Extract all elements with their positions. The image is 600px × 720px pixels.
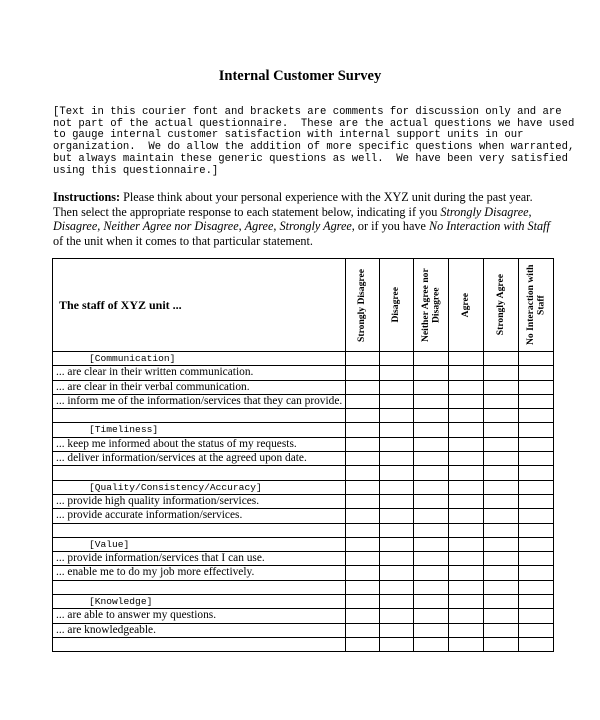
response-cell-strongly-disagree[interactable] bbox=[346, 437, 380, 451]
response-cell-agree bbox=[449, 537, 484, 551]
response-cell-agree bbox=[449, 466, 484, 480]
response-cell-no-interaction[interactable] bbox=[519, 494, 554, 508]
statement-cell: ... are knowledgeable. bbox=[53, 623, 346, 637]
statement-cell: ... provide high quality information/services. bbox=[53, 494, 346, 508]
response-cell-strongly-disagree bbox=[346, 537, 380, 551]
response-cell-strongly-agree bbox=[484, 423, 519, 437]
option-neither: Neither Agree nor Disagree bbox=[103, 219, 239, 234]
statement-cell: ... keep me informed about the status of my requests. bbox=[53, 437, 346, 451]
stub-header: The staff of XYZ unit ... bbox=[53, 259, 346, 352]
response-cell-strongly-disagree[interactable] bbox=[346, 509, 380, 523]
response-cell-neither[interactable] bbox=[414, 366, 449, 380]
statement-cell: ... are clear in their verbal communication. bbox=[53, 380, 346, 394]
response-cell-agree[interactable] bbox=[449, 509, 484, 523]
section-heading bbox=[53, 480, 346, 494]
col-header-strongly-disagree: Strongly Disagree bbox=[346, 259, 380, 352]
response-cell-strongly-disagree bbox=[346, 423, 380, 437]
section-heading bbox=[53, 423, 346, 437]
response-cell-strongly-disagree bbox=[346, 466, 380, 480]
section-row bbox=[53, 480, 554, 494]
response-cell-strongly-disagree[interactable] bbox=[346, 609, 380, 623]
header-row bbox=[53, 259, 554, 352]
response-cell-neither[interactable] bbox=[414, 623, 449, 637]
instructions-line-3 bbox=[53, 219, 553, 234]
response-cell-strongly-agree bbox=[484, 523, 519, 537]
comment-line: using this questionnaire.] bbox=[53, 164, 219, 177]
response-cell-neither[interactable] bbox=[414, 609, 449, 623]
statement-cell bbox=[53, 580, 346, 594]
response-cell-no-interaction bbox=[519, 409, 554, 423]
response-cell-no-interaction[interactable] bbox=[519, 366, 554, 380]
option-strongly-agree: Strongly Agree bbox=[279, 219, 352, 234]
table-row bbox=[53, 380, 554, 394]
response-cell-strongly-agree[interactable] bbox=[484, 552, 519, 566]
table-row bbox=[53, 366, 554, 380]
response-cell-disagree[interactable] bbox=[380, 452, 414, 466]
comment-line: but always maintain these generic questions as well. We have been very satisfied bbox=[53, 152, 568, 165]
response-cell-disagree[interactable] bbox=[380, 394, 414, 408]
response-cell-neither bbox=[414, 537, 449, 551]
response-cell-agree bbox=[449, 352, 484, 366]
response-cell-agree[interactable] bbox=[449, 566, 484, 580]
statement-cell bbox=[53, 523, 346, 537]
statement-cell: ... are clear in their written communication. bbox=[53, 366, 346, 380]
response-cell-no-interaction[interactable] bbox=[519, 609, 554, 623]
blank-row bbox=[53, 409, 554, 423]
response-cell-no-interaction bbox=[519, 466, 554, 480]
response-cell-strongly-disagree bbox=[346, 409, 380, 423]
section-label: [Timeliness] bbox=[89, 424, 159, 436]
response-cell-agree[interactable] bbox=[449, 623, 484, 637]
table-row bbox=[53, 437, 554, 451]
response-cell-neither bbox=[414, 523, 449, 537]
response-cell-agree[interactable] bbox=[449, 366, 484, 380]
response-cell-disagree bbox=[380, 423, 414, 437]
response-cell-strongly-disagree bbox=[346, 352, 380, 366]
col-header-agree: Agree bbox=[449, 259, 484, 352]
response-cell-no-interaction[interactable] bbox=[519, 437, 554, 451]
blank-row bbox=[53, 523, 554, 537]
response-cell-strongly-agree bbox=[484, 595, 519, 609]
instructions-text: , bbox=[238, 219, 245, 234]
option-no-interaction: No Interaction with Staff bbox=[428, 219, 550, 234]
response-cell-strongly-disagree[interactable] bbox=[346, 552, 380, 566]
response-cell-agree bbox=[449, 409, 484, 423]
response-cell-no-interaction[interactable] bbox=[519, 552, 554, 566]
response-cell-strongly-agree[interactable] bbox=[484, 566, 519, 580]
response-cell-strongly-agree bbox=[484, 480, 519, 494]
survey-table bbox=[52, 258, 554, 652]
instructions-line-1 bbox=[53, 190, 553, 205]
option-disagree: Disagree bbox=[53, 219, 98, 234]
response-cell-disagree bbox=[380, 480, 414, 494]
section-heading bbox=[53, 352, 346, 366]
instructions-line-2 bbox=[53, 205, 553, 220]
response-cell-no-interaction[interactable] bbox=[519, 394, 554, 408]
response-cell-strongly-agree bbox=[484, 409, 519, 423]
table-row bbox=[53, 452, 554, 466]
blank-row bbox=[53, 637, 554, 651]
response-cell-strongly-agree[interactable] bbox=[484, 509, 519, 523]
section-heading bbox=[53, 595, 346, 609]
statement-cell bbox=[53, 637, 346, 651]
response-cell-agree[interactable] bbox=[449, 494, 484, 508]
response-cell-strongly-agree[interactable] bbox=[484, 366, 519, 380]
response-cell-strongly-disagree[interactable] bbox=[346, 623, 380, 637]
instructions-text: , bbox=[273, 219, 280, 234]
response-cell-neither[interactable] bbox=[414, 380, 449, 394]
response-cell-no-interaction bbox=[519, 480, 554, 494]
section-label: [Quality/Consistency/Accuracy] bbox=[89, 481, 262, 493]
option-strongly-disagree: Strongly Disagree bbox=[440, 204, 529, 219]
response-cell-neither bbox=[414, 637, 449, 651]
response-cell-strongly-agree bbox=[484, 352, 519, 366]
comment-line: [Text in this courier font and brackets are comments for discussion only and are bbox=[53, 106, 562, 118]
section-row bbox=[53, 595, 554, 609]
table-row bbox=[53, 609, 554, 623]
statement-cell: ... inform me of the information/services that they can provide. bbox=[53, 394, 346, 408]
response-cell-strongly-agree[interactable] bbox=[484, 437, 519, 451]
response-cell-neither bbox=[414, 595, 449, 609]
response-cell-disagree[interactable] bbox=[380, 494, 414, 508]
response-cell-strongly-disagree[interactable] bbox=[346, 366, 380, 380]
table-row bbox=[53, 566, 554, 580]
col-header-strongly-agree: Strongly Agree bbox=[484, 259, 519, 352]
response-cell-neither bbox=[414, 409, 449, 423]
response-cell-strongly-disagree[interactable] bbox=[346, 394, 380, 408]
response-cell-no-interaction[interactable] bbox=[519, 509, 554, 523]
response-cell-strongly-agree bbox=[484, 637, 519, 651]
response-cell-no-interaction bbox=[519, 537, 554, 551]
statement-cell: ... provide accurate information/services. bbox=[53, 509, 346, 523]
response-cell-strongly-disagree[interactable] bbox=[346, 494, 380, 508]
response-cell-agree bbox=[449, 580, 484, 594]
instructions-line-4: of the unit when it comes to that particular statement. bbox=[53, 233, 313, 248]
col-header-disagree: Disagree bbox=[380, 259, 414, 352]
section-label: [Communication] bbox=[89, 353, 176, 364]
response-cell-agree bbox=[449, 523, 484, 537]
table-row bbox=[53, 623, 554, 637]
instructions-label: Instructions: bbox=[53, 190, 121, 204]
response-cell-no-interaction bbox=[519, 523, 554, 537]
response-cell-strongly-agree[interactable] bbox=[484, 494, 519, 508]
comment-line: to gauge internal customer satisfaction with internal support units in our bbox=[53, 129, 524, 142]
response-cell-strongly-disagree[interactable] bbox=[346, 566, 380, 580]
response-cell-neither[interactable] bbox=[414, 552, 449, 566]
response-cell-disagree[interactable] bbox=[380, 623, 414, 637]
response-cell-disagree[interactable] bbox=[380, 437, 414, 451]
response-cell-disagree[interactable] bbox=[380, 566, 414, 580]
response-cell-strongly-disagree bbox=[346, 480, 380, 494]
section-row bbox=[53, 537, 554, 551]
instructions-text: , or if you have bbox=[351, 219, 429, 234]
response-cell-disagree bbox=[380, 466, 414, 480]
blank-row bbox=[53, 466, 554, 480]
response-cell-disagree[interactable] bbox=[380, 609, 414, 623]
section-row bbox=[53, 423, 554, 437]
response-cell-agree bbox=[449, 423, 484, 437]
section-label: [Value] bbox=[89, 538, 130, 550]
instructions-text: , bbox=[97, 219, 104, 234]
page-title: Internal Customer Survey bbox=[218, 68, 382, 84]
section-label: [Knowledge] bbox=[89, 596, 153, 608]
instructions-text: Then select the appropriate response to each statement below, indicating if you bbox=[53, 204, 441, 219]
response-cell-no-interaction bbox=[519, 580, 554, 594]
response-cell-strongly-agree[interactable] bbox=[484, 609, 519, 623]
instructions-paragraph bbox=[53, 190, 553, 248]
response-cell-no-interaction bbox=[519, 352, 554, 366]
response-cell-neither bbox=[414, 580, 449, 594]
response-cell-strongly-agree[interactable] bbox=[484, 623, 519, 637]
response-cell-disagree[interactable] bbox=[380, 509, 414, 523]
blank-row bbox=[53, 580, 554, 594]
response-cell-agree[interactable] bbox=[449, 380, 484, 394]
table-row bbox=[53, 394, 554, 408]
response-cell-agree bbox=[449, 595, 484, 609]
response-cell-agree[interactable] bbox=[449, 452, 484, 466]
response-cell-neither bbox=[414, 423, 449, 437]
response-cell-agree[interactable] bbox=[449, 437, 484, 451]
response-cell-disagree bbox=[380, 537, 414, 551]
response-cell-neither[interactable] bbox=[414, 509, 449, 523]
response-cell-strongly-disagree[interactable] bbox=[346, 452, 380, 466]
statement-cell: ... are able to answer my questions. bbox=[53, 609, 346, 623]
response-cell-neither[interactable] bbox=[414, 437, 449, 451]
response-cell-no-interaction[interactable] bbox=[519, 623, 554, 637]
response-cell-strongly-agree[interactable] bbox=[484, 452, 519, 466]
response-cell-strongly-disagree[interactable] bbox=[346, 380, 380, 394]
response-cell-strongly-agree[interactable] bbox=[484, 380, 519, 394]
response-cell-strongly-agree bbox=[484, 580, 519, 594]
option-agree: Agree bbox=[244, 219, 274, 234]
response-cell-strongly-agree[interactable] bbox=[484, 394, 519, 408]
response-cell-no-interaction[interactable] bbox=[519, 566, 554, 580]
response-cell-neither bbox=[414, 466, 449, 480]
instructions-text: Please think about your personal experience with the XYZ unit during the past year. bbox=[120, 190, 533, 204]
response-cell-no-interaction bbox=[519, 423, 554, 437]
response-cell-disagree bbox=[380, 595, 414, 609]
section-heading bbox=[53, 537, 346, 551]
response-cell-agree[interactable] bbox=[449, 552, 484, 566]
table-row bbox=[53, 552, 554, 566]
response-cell-strongly-disagree bbox=[346, 637, 380, 651]
response-cell-disagree[interactable] bbox=[380, 380, 414, 394]
response-cell-neither[interactable] bbox=[414, 494, 449, 508]
response-cell-neither[interactable] bbox=[414, 394, 449, 408]
statement-cell: ... deliver information/services at the agreed upon date. bbox=[53, 452, 346, 466]
response-cell-disagree bbox=[380, 523, 414, 537]
response-cell-neither[interactable] bbox=[414, 566, 449, 580]
response-cell-disagree bbox=[380, 637, 414, 651]
statement-cell: ... enable me to do my job more effectively. bbox=[53, 566, 346, 580]
col-header-no-interaction: No Interaction with Staff bbox=[519, 259, 554, 352]
response-cell-strongly-disagree bbox=[346, 523, 380, 537]
response-cell-neither bbox=[414, 480, 449, 494]
response-cell-no-interaction bbox=[519, 637, 554, 651]
response-cell-no-interaction[interactable] bbox=[519, 452, 554, 466]
response-cell-disagree[interactable] bbox=[380, 552, 414, 566]
response-cell-agree[interactable] bbox=[449, 394, 484, 408]
table-row bbox=[53, 494, 554, 508]
response-cell-agree bbox=[449, 637, 484, 651]
statement-cell bbox=[53, 466, 346, 480]
response-cell-strongly-disagree bbox=[346, 580, 380, 594]
comment-line: not part of the actual questionnaire. These are the actual questions we have used bbox=[53, 117, 575, 130]
response-cell-disagree[interactable] bbox=[380, 366, 414, 380]
response-cell-agree bbox=[449, 480, 484, 494]
response-cell-neither bbox=[414, 352, 449, 366]
section-row bbox=[53, 352, 554, 366]
response-cell-no-interaction[interactable] bbox=[519, 380, 554, 394]
table-row bbox=[53, 509, 554, 523]
col-header-neither: Neither Agree nor Disagree bbox=[414, 259, 449, 352]
response-cell-strongly-agree bbox=[484, 537, 519, 551]
response-cell-neither[interactable] bbox=[414, 452, 449, 466]
response-cell-disagree bbox=[380, 580, 414, 594]
response-cell-disagree bbox=[380, 352, 414, 366]
response-cell-no-interaction bbox=[519, 595, 554, 609]
statement-cell: ... provide information/services that I can use. bbox=[53, 552, 346, 566]
response-cell-strongly-disagree bbox=[346, 595, 380, 609]
response-cell-strongly-agree bbox=[484, 466, 519, 480]
statement-cell bbox=[53, 409, 346, 423]
discussion-comment bbox=[53, 106, 575, 177]
comment-line: organization. We do allow the addition of more specific questions when warranted, bbox=[53, 141, 575, 154]
instructions-text: , bbox=[528, 204, 532, 219]
response-cell-agree[interactable] bbox=[449, 609, 484, 623]
response-cell-disagree bbox=[380, 409, 414, 423]
